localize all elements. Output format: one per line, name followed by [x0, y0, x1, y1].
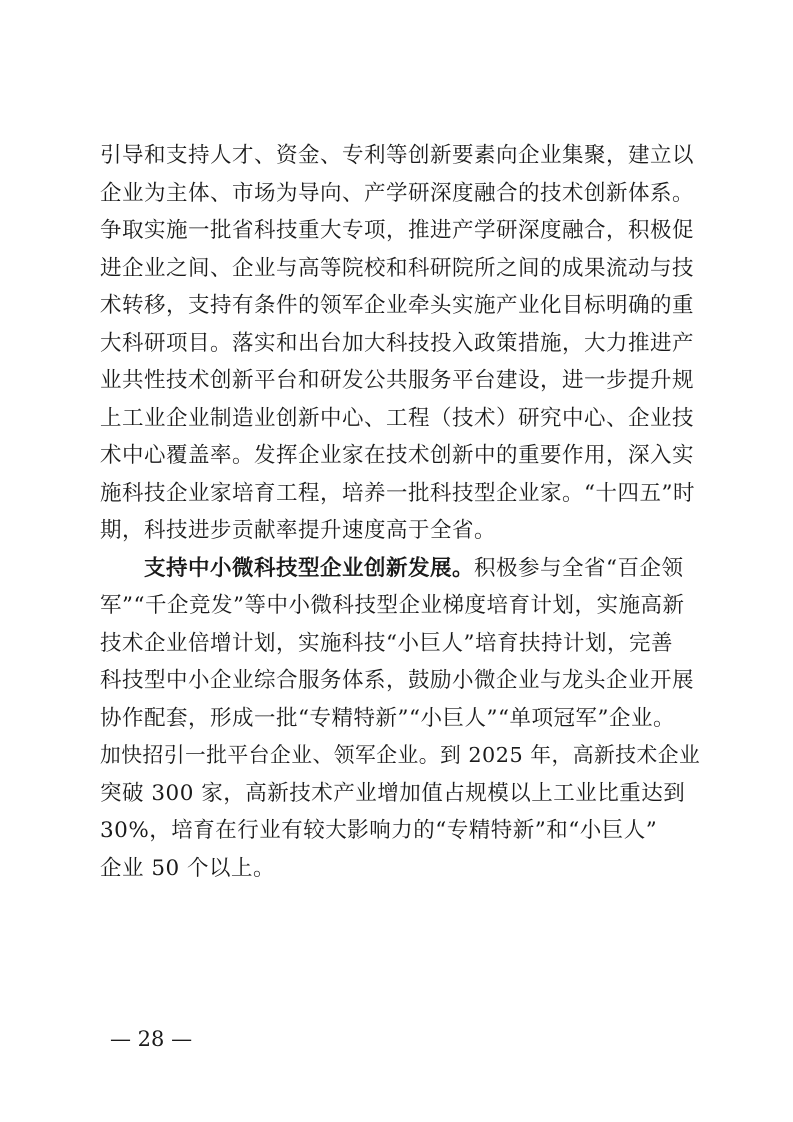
paragraph-2-first-line-text: 积极参与全省“百企领	[474, 555, 684, 581]
paragraph-1-line: 企业为主体、市场为导向、产学研深度融合的技术创新体系。	[100, 180, 695, 206]
paragraph-1-line: 引导和支持人才、资金、专利等创新要素向企业集聚，建立以	[100, 143, 695, 168]
paragraph-2-line: 军”“千企竞发”等中小微科技型企业梯度培育计划，实施高新	[100, 593, 685, 618]
paragraph-2-heading: 支持中小微科技型企业创新发展。	[144, 555, 475, 581]
paragraph-1-line: 术转移，支持有条件的领军企业牵头实施产业化目标明确的重	[100, 293, 695, 318]
paragraph-1-line: 上工业企业制造业创新中心、工程（技术）研究中心、企业技	[100, 405, 695, 431]
paragraph-2-line: 企业 50 个以上。	[100, 855, 276, 881]
paragraph-1-line: 施科技企业家培育工程，培养一批科技型企业家。“十四五”时	[100, 480, 695, 506]
paragraph-1-line: 大科研项目。落实和出台加大科技投入政策措施，大力推进产	[100, 330, 695, 356]
paragraph-2-line: 突破 300 家，高新技术产业增加值占规模以上工业比重达到	[100, 780, 686, 806]
paragraph-1-line: 期，科技进步贡献率提升速度高于全省。	[100, 518, 497, 543]
page-number: — 28 —	[110, 1027, 193, 1051]
paragraph-1-line: 术中心覆盖率。发挥企业家在技术创新中的重要作用，深入实	[100, 443, 695, 468]
document-body	[100, 137, 700, 887]
paragraph-2-line: 科技型中小企业综合服务体系，鼓励小微企业与龙头企业开展	[100, 668, 695, 693]
paragraph-1-line: 业共性技术创新平台和研发公共服务平台建设，进一步提升规	[100, 368, 695, 393]
paragraph-2-first-line	[100, 550, 700, 588]
paragraph-2-line: 协作配套，形成一批“专精特新”“小巨人”“单项冠军”企业。	[100, 705, 675, 731]
paragraph-1-line: 进企业之间、企业与高等院校和科研院所之间的成果流动与技	[100, 255, 695, 281]
paragraph-2-line: 30%，培育在行业有较大影响力的“专精特新”和“小巨人”	[100, 818, 658, 843]
paragraph-1-line: 争取实施一批省科技重大专项，推进产学研深度融合，积极促	[100, 218, 695, 243]
paragraph-2-line: 加快招引一批平台企业、领军企业。到 2025 年，高新技术企业	[100, 743, 701, 767]
paragraph-2-line: 技术企业倍增计划，实施科技“小巨人”培育扶持计划，完善	[100, 630, 673, 656]
